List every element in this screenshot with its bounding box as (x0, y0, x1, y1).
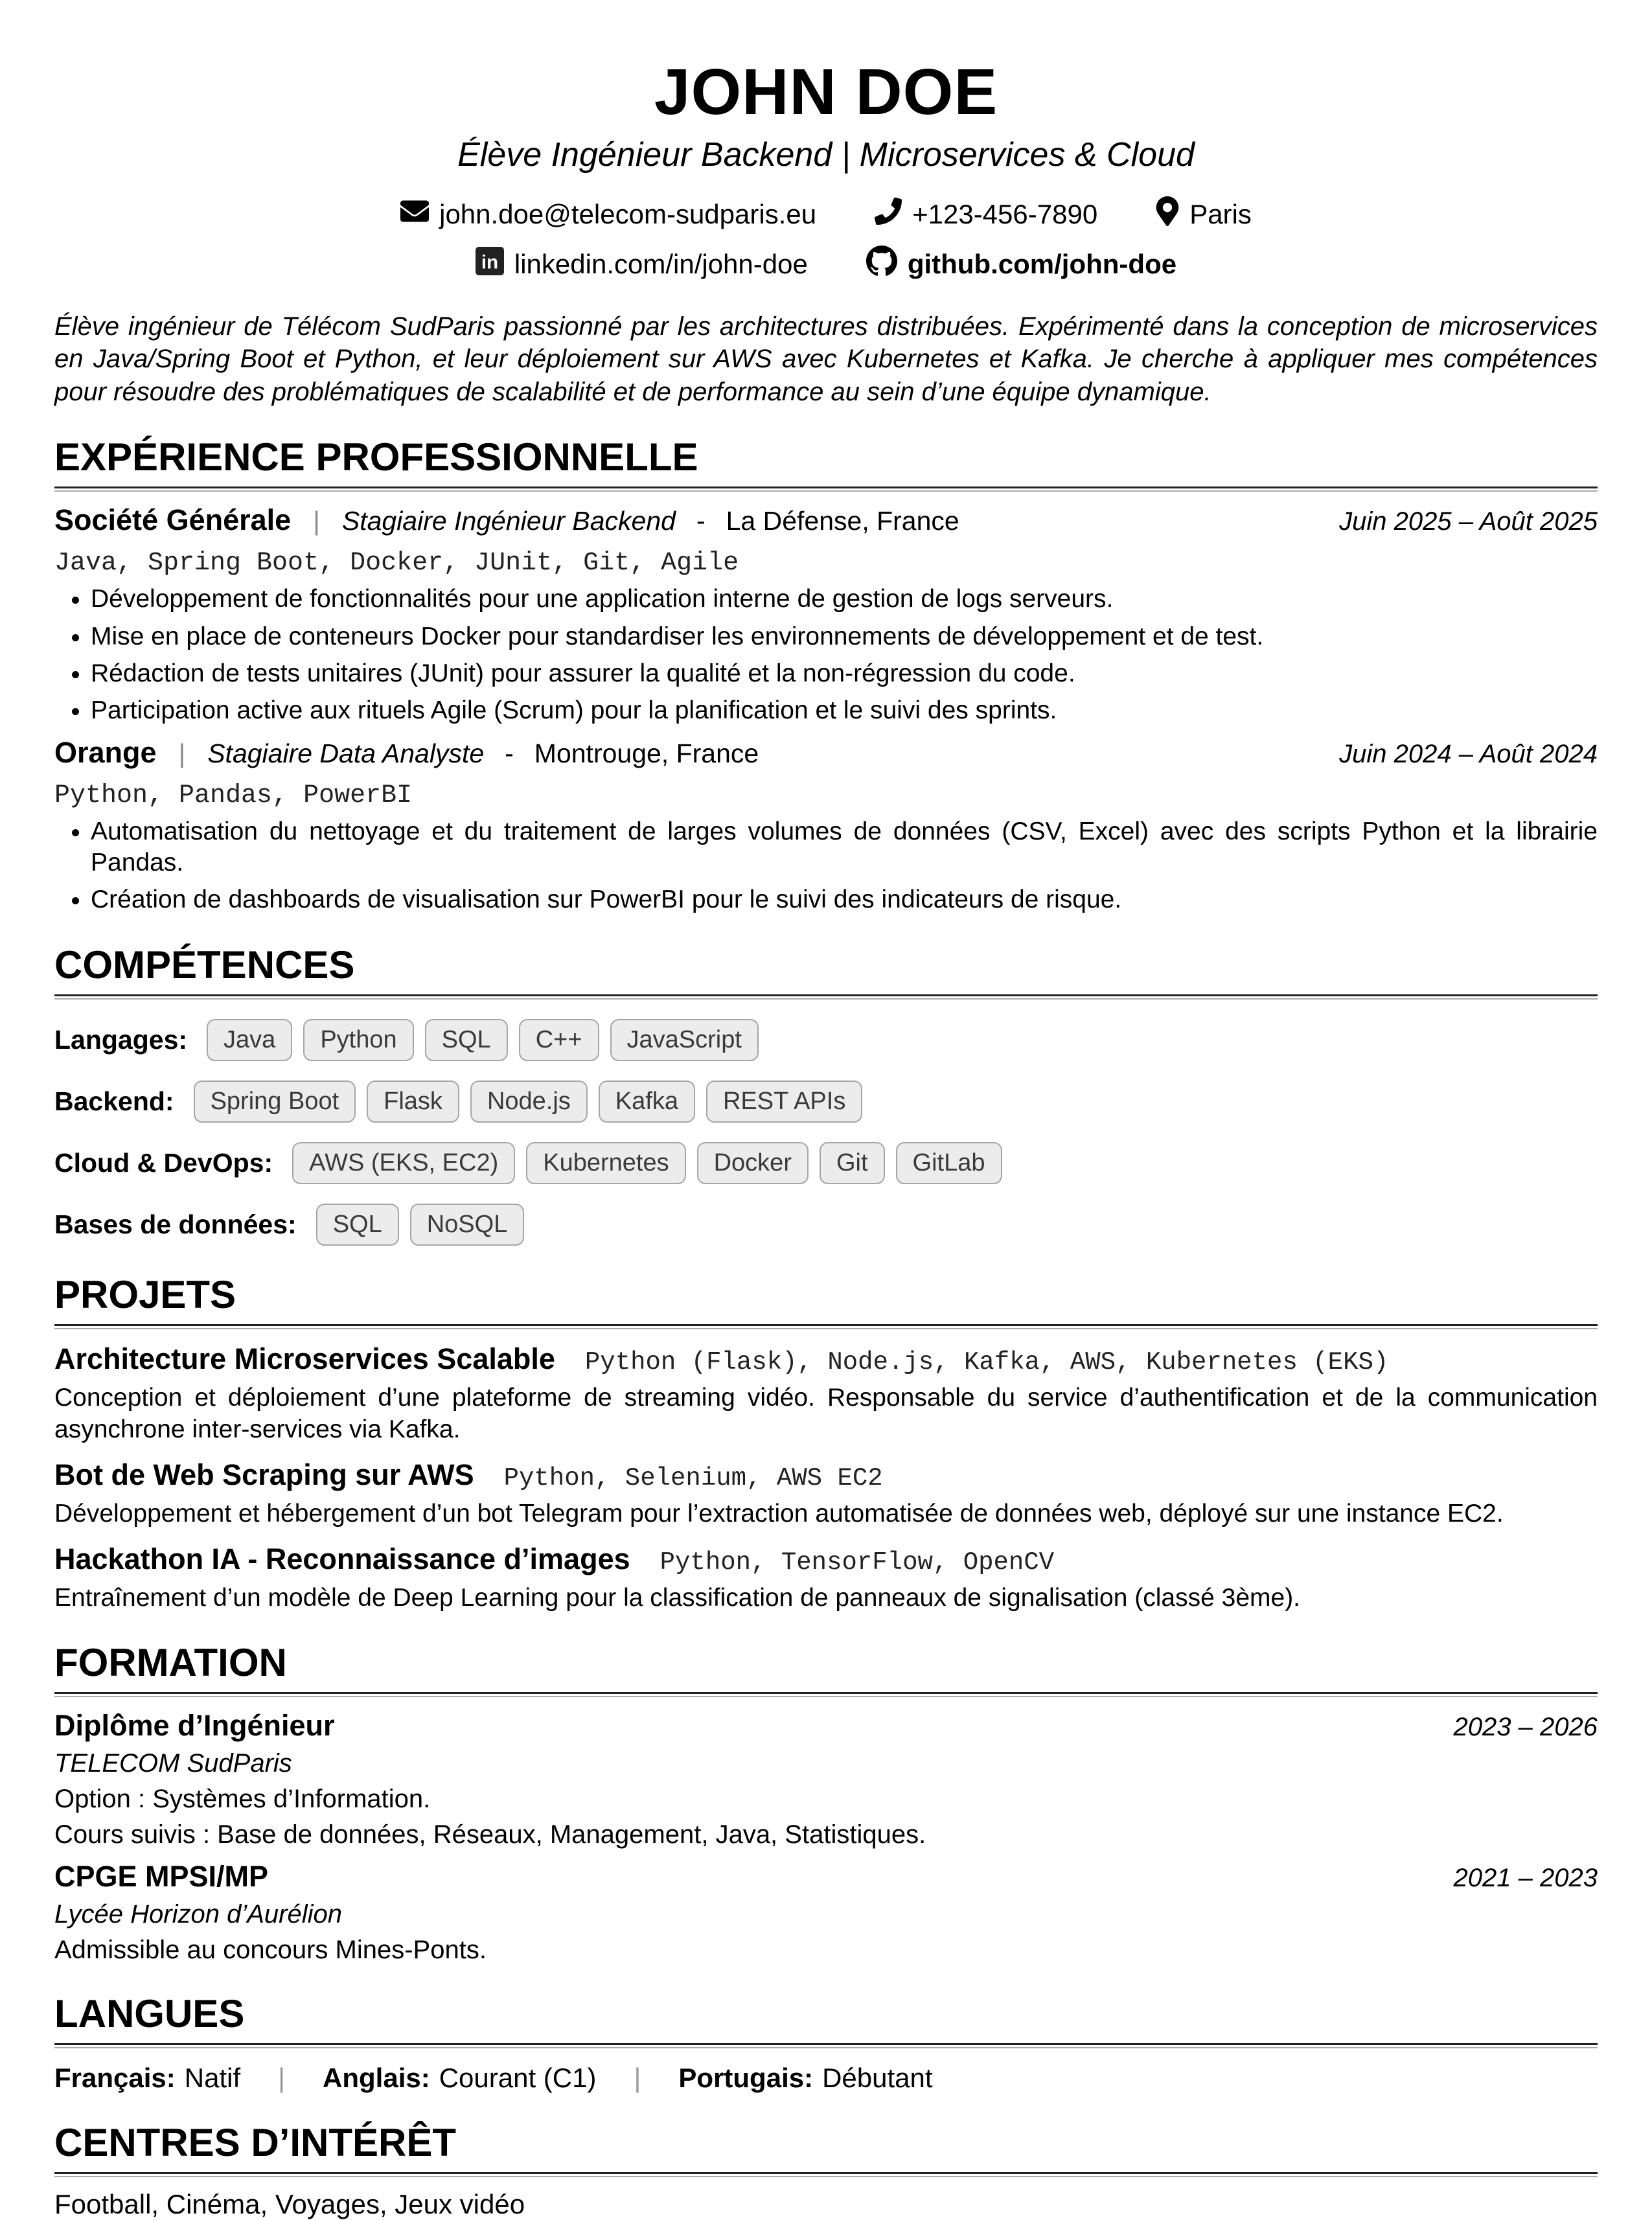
role-title: Stagiaire Ingénieur Backend (341, 506, 676, 536)
skill-row (54, 1204, 1598, 1246)
company-name: Société Générale (54, 503, 292, 537)
svg-text:in: in (481, 251, 498, 273)
language-label: Portugais: (678, 2063, 814, 2094)
skill-category-label: Cloud & DevOps: (54, 1147, 273, 1178)
degree-title: Diplôme d’Ingénieur (54, 1709, 335, 1743)
language-item (323, 2063, 596, 2094)
language-value: Courant (C1) (439, 2063, 597, 2094)
project-head (54, 1542, 1598, 1577)
map-pin-icon (1156, 196, 1179, 233)
skill-chip: GitLab (896, 1142, 1002, 1184)
email-text: john.doe@telecom-sudparis.eu (439, 199, 817, 229)
bullet-list (54, 584, 1598, 726)
section-title-interests: CENTRES D’INTÉRÊT (54, 2121, 457, 2165)
skill-chip: Kubernetes (526, 1142, 685, 1184)
job-location: Montrouge, France (534, 738, 759, 768)
separator-pipe: | (178, 738, 186, 768)
education-head (54, 1860, 1598, 1894)
project-stack: Python, Selenium, AWS EC2 (503, 1463, 883, 1493)
skill-chip: C++ (519, 1019, 599, 1061)
skill-row (54, 1081, 1598, 1123)
language-item (54, 2063, 240, 2094)
skill-chip: JavaScript (610, 1019, 759, 1061)
section-divider (54, 2043, 1598, 2048)
project-entry (54, 1342, 1598, 1445)
section-divider (54, 1692, 1598, 1697)
section-divider (54, 2172, 1598, 2177)
language-item (678, 2063, 932, 2094)
skill-chip: Java (207, 1019, 292, 1061)
linkedin-text: linkedin.com/in/john-doe (514, 249, 808, 279)
github-icon (866, 246, 897, 283)
education-entry (54, 1709, 1598, 1849)
phone-item (875, 198, 1097, 231)
section-divider (54, 486, 1598, 492)
skill-category-label: Langages: (54, 1024, 188, 1055)
project-entry (54, 1542, 1598, 1614)
skill-row (54, 1019, 1598, 1061)
skill-chip: AWS (EKS, EC2) (292, 1142, 515, 1184)
skill-chip: SQL (425, 1019, 508, 1061)
bullet-item: • Automatisation du nettoyage et du traitement de larges volumes de données (CSV, Excel) avec des scripts Python et la librairie Pandas. (91, 816, 1598, 879)
skill-category-label: Backend: (54, 1086, 174, 1116)
bullet-list (54, 816, 1598, 916)
project-head (54, 1458, 1598, 1493)
tech-stack: Python, Pandas, PowerBI (54, 781, 413, 810)
skill-chip-group (194, 1081, 863, 1123)
school-name: Lycée Horizon d’Aurélion (54, 1900, 342, 1929)
skill-chip: Git (820, 1142, 885, 1184)
tech-stack: Java, Spring Boot, Docker, JUnit, Git, Agile (54, 549, 739, 578)
language-line (54, 2063, 1598, 2094)
experience-entry (54, 736, 1598, 916)
envelope-icon (400, 197, 429, 232)
language-value: Natif (184, 2063, 241, 2094)
phone-text: +123-456-7890 (912, 199, 1098, 229)
candidate-name: JOHN DOE (654, 56, 998, 128)
skill-chip: SQL (316, 1204, 399, 1246)
section-experience (54, 437, 1598, 916)
summary-text: Élève ingénieur de Télécom SudParis passionné par les architectures distribuées. Expérimenté dans la conception de microservices en Java/Spring Boot et Python, et leur déploiement sur AWS avec Kubernetes et Kafka. Je cherche à appliquer mes compétences pour résoudre des problématiques de scalabilité et de performance au sein d’une équipe dynamique. (54, 312, 1598, 406)
company-name: Orange (54, 735, 157, 769)
skill-chip: Python (303, 1019, 413, 1061)
project-head (54, 1342, 1598, 1377)
contact-row-primary (54, 196, 1598, 233)
bullet-item: • Participation active aux rituels Agile (Scrum) pour la planification et le suivi des sprints. (91, 695, 1598, 726)
section-projects (54, 1274, 1598, 1614)
linkedin-icon (476, 247, 504, 282)
phone-icon (875, 198, 902, 231)
section-title-languages: LANGUES (54, 1992, 245, 2036)
date-range: Juin 2024 – Août 2024 (1339, 739, 1598, 768)
project-description: Entraînement d’un modèle de Deep Learning pour la classification de panneaux de signalisation (classé 3ème). (54, 1584, 1301, 1612)
section-skills (54, 944, 1598, 1246)
job-location: La Défense, France (726, 506, 959, 536)
language-value: Débutant (822, 2063, 933, 2094)
education-detail: Cours suivis : Base de données, Réseaux, Management, Java, Statistiques. (54, 1820, 926, 1849)
bullet-item: • Création de dashboards de visualisation sur PowerBI pour le suivi des indicateurs de risque. (91, 884, 1598, 915)
skill-chip: Docker (697, 1142, 809, 1184)
section-title-projects: PROJETS (54, 1272, 236, 1316)
project-stack: Python (Flask), Node.js, Kafka, AWS, Kubernetes (EKS) (584, 1347, 1389, 1377)
project-description: Conception et déploiement d’une plateforme de streaming vidéo. Responsable du service d’authentification et de la communication asynchrone inter-services via Kafka. (54, 1383, 1598, 1443)
separator-pipe: | (278, 2063, 286, 2094)
education-detail: Option : Systèmes d’Information. (54, 1785, 431, 1814)
degree-title: CPGE MPSI/MP (54, 1860, 269, 1894)
language-label: Anglais: (323, 2063, 430, 2094)
resume-header (54, 58, 1598, 283)
candidate-title: Élève Ingénieur Backend | Microservices & Cloud (457, 136, 1195, 174)
github-link[interactable] (866, 246, 1176, 283)
experience-entry (54, 503, 1598, 726)
experience-entry-head (54, 736, 1598, 770)
email-link[interactable] (400, 197, 816, 232)
experience-entry-head (54, 503, 1598, 537)
bullet-item: • Mise en place de conteneurs Docker pour standardiser les environnements de développement et de test. (91, 621, 1598, 652)
separator-dash: - (696, 506, 706, 536)
role-title: Stagiaire Data Analyste (207, 738, 485, 768)
skill-chip: Node.js (470, 1081, 588, 1123)
bullet-item: • Rédaction de tests unitaires (JUnit) pour assurer la qualité et la non-régression du code. (91, 658, 1598, 689)
skill-chip-group (316, 1204, 525, 1246)
section-title-skills: COMPÉTENCES (54, 943, 355, 987)
project-stack: Python, TensorFlow, OpenCV (660, 1548, 1055, 1577)
skill-chip: REST APIs (706, 1081, 862, 1123)
skill-chip-group (292, 1142, 1002, 1184)
skill-chip: Flask (367, 1081, 459, 1123)
school-name: TELECOM SudParis (54, 1749, 292, 1778)
language-label: Français: (54, 2063, 176, 2094)
project-title: Bot de Web Scraping sur AWS (54, 1458, 474, 1491)
section-languages (54, 1993, 1598, 2094)
section-divider (54, 1324, 1598, 1329)
location-text: Paris (1189, 199, 1252, 229)
separator-pipe: | (313, 506, 320, 536)
location-item (1156, 196, 1252, 233)
skill-chip: Spring Boot (194, 1081, 356, 1123)
skill-category-label: Bases de données: (54, 1209, 297, 1239)
section-divider (54, 994, 1598, 1000)
separator-dash: - (505, 738, 514, 768)
education-entry (54, 1860, 1598, 1965)
skill-row (54, 1142, 1598, 1184)
project-title: Hackathon IA - Reconnaissance d’images (54, 1542, 630, 1576)
section-title-education: FORMATION (54, 1641, 287, 1685)
skill-chip-group (207, 1019, 759, 1061)
separator-pipe: | (634, 2063, 641, 2094)
project-description: Développement et hébergement d’un bot Telegram pour l’extraction automatisée de données web, déployé sur une instance EC2. (54, 1499, 1504, 1528)
bullet-item: • Développement de fonctionnalités pour une application interne de gestion de logs serveurs. (91, 584, 1598, 615)
section-interests (54, 2122, 1598, 2220)
github-text: github.com/john-doe (907, 249, 1177, 279)
contact-row-secondary (54, 246, 1598, 283)
skill-chip: Kafka (599, 1081, 695, 1123)
education-head (54, 1709, 1598, 1743)
education-dates: 2021 – 2023 (1453, 1864, 1598, 1893)
interests-text: Football, Cinéma, Voyages, Jeux vidéo (54, 2189, 525, 2220)
project-entry (54, 1458, 1598, 1529)
education-detail: Admissible au concours Mines-Ponts. (54, 1936, 487, 1965)
section-title-experience: EXPÉRIENCE PROFESSIONNELLE (54, 435, 698, 479)
date-range: Juin 2025 – Août 2025 (1339, 507, 1598, 536)
section-education (54, 1642, 1598, 1965)
linkedin-link[interactable] (476, 247, 808, 282)
skill-chip: NoSQL (410, 1204, 525, 1246)
project-title: Architecture Microservices Scalable (54, 1342, 555, 1375)
education-dates: 2023 – 2026 (1453, 1713, 1598, 1742)
